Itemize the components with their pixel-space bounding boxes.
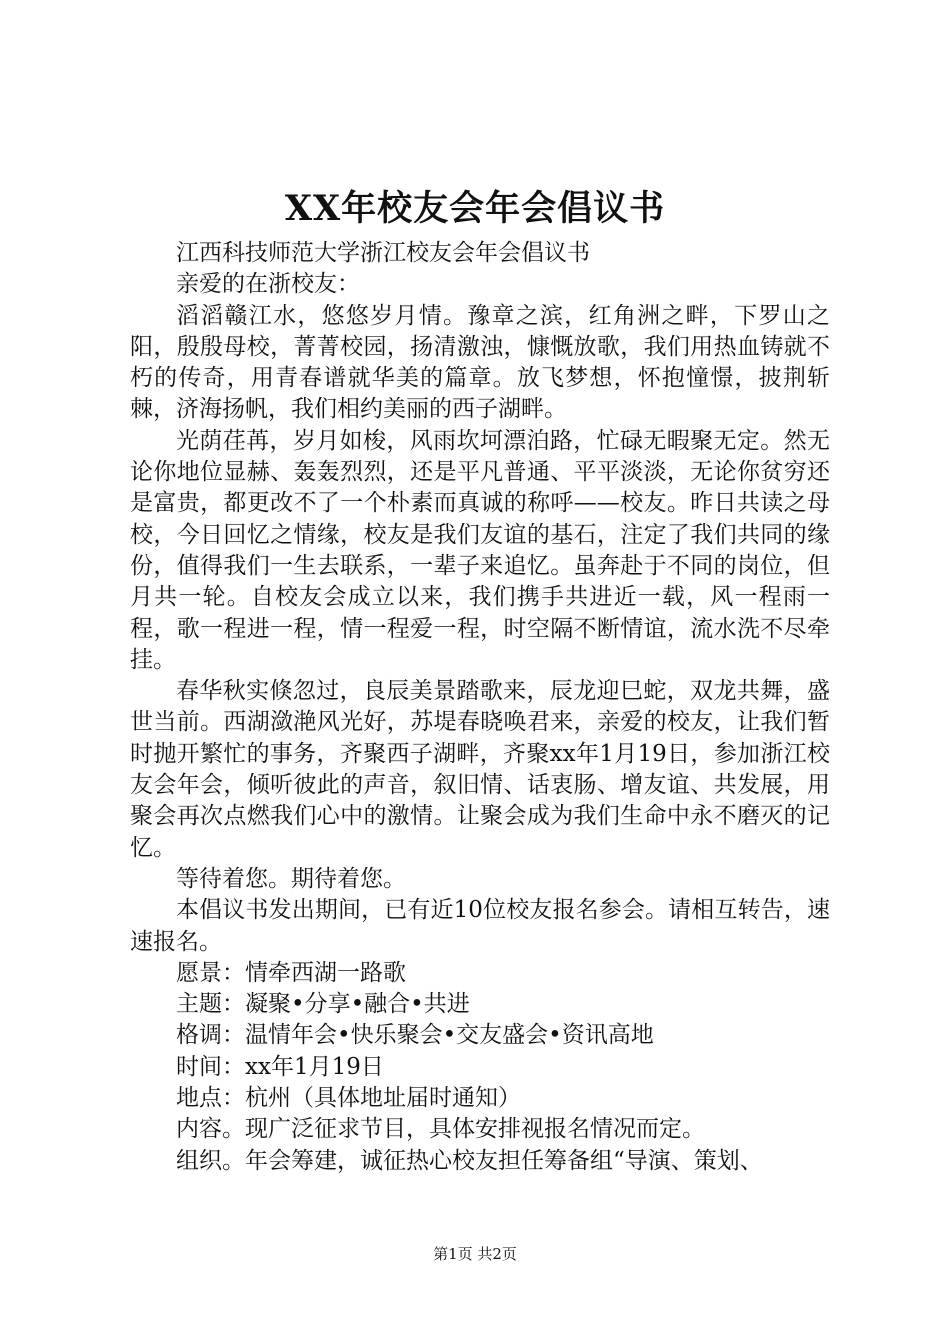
- paragraph-theme: 主题：凝聚•分享•融合•共进: [176, 991, 470, 1018]
- paragraph-style: 格调：温情年会•快乐聚会•交友盛会•资讯高地: [176, 1022, 654, 1049]
- paragraph-invitation: 春华秋实倏忽过，良辰美景踏歌来，辰龙迎巳蛇，双龙共舞，盛世当前。西湖潋滟风光好，苏堤春晓唤君来，亲爱的校友，让我们暂时抛开繁忙的事务，齐聚西子湖畔，齐聚xx年1月19日，参加浙江校友会年会，倾听彼此的声音，叙旧情、话衷肠、增友谊、共发展，用聚会再次点燃我们心中的激情。让聚会成为我们生命中永不磨灭的记忆。: [130, 678, 830, 861]
- document-title: XX年校友会年会倡议书: [284, 188, 666, 229]
- paragraph-friendship: 光荫荏苒，岁月如梭，风雨坎坷漂泊路，忙碌无暇聚无定。然无论你地位显赫、轰轰烈烈，还是平凡普通、平平淡淡，无论你贫穷还是富贵，都更改不了一个朴素而真诚的称呼——校友。昨日共读之母校，今日回忆之情缘，校友是我们友谊的基石，注定了我们共同的缘份，值得我们一生去联系，一辈子来追忆。虽奔赴于不同的岗位，但月共一轮。自校友会成立以来，我们携手共进近一载，风一程雨一程，歌一程进一程，情一程爱一程，时空隔不断情谊，流水洗不尽牵挂。: [130, 427, 830, 673]
- paragraph-time: 时间：xx年1月19日: [176, 1053, 384, 1080]
- paragraph-organization: 组织。年会筹建，诚征热心校友担任筹备组“导演、策划、: [176, 1147, 763, 1174]
- document-body: [130, 238, 830, 1177]
- paragraph-registration: 本倡议书发出期间，已有近10位校友报名参会。请相互转告，速速报名。: [130, 897, 830, 955]
- paragraph-vision: 愿景：情牵西湖一路歌: [176, 959, 406, 986]
- page-indicator: 第1页 共2页: [433, 1245, 517, 1263]
- paragraph-salutation: 亲爱的在浙校友：: [176, 271, 360, 298]
- paragraph-content: 内容。现广泛征求节目，具体安排视报名情况而定。: [176, 1116, 705, 1143]
- paragraph-subtitle: 江西科技师范大学浙江校友会年会倡议书: [176, 240, 590, 266]
- paragraph-waiting: 等待着您。期待着您。: [176, 865, 406, 892]
- paragraph-location: 地点：杭州（具体地址届时通知）: [176, 1085, 521, 1112]
- paragraph-intro: 滔滔赣江水，悠悠岁月情。豫章之滨，红角洲之畔，下罗山之阳，殷殷母校，菁菁校园，扬清激浊，慷慨放歌，我们用热血铸就不朽的传奇，用青春谱就华美的篇章。放飞梦想，怀抱憧憬，披荆斩棘，济海扬帆，我们相约美丽的西子湖畔。: [130, 302, 830, 423]
